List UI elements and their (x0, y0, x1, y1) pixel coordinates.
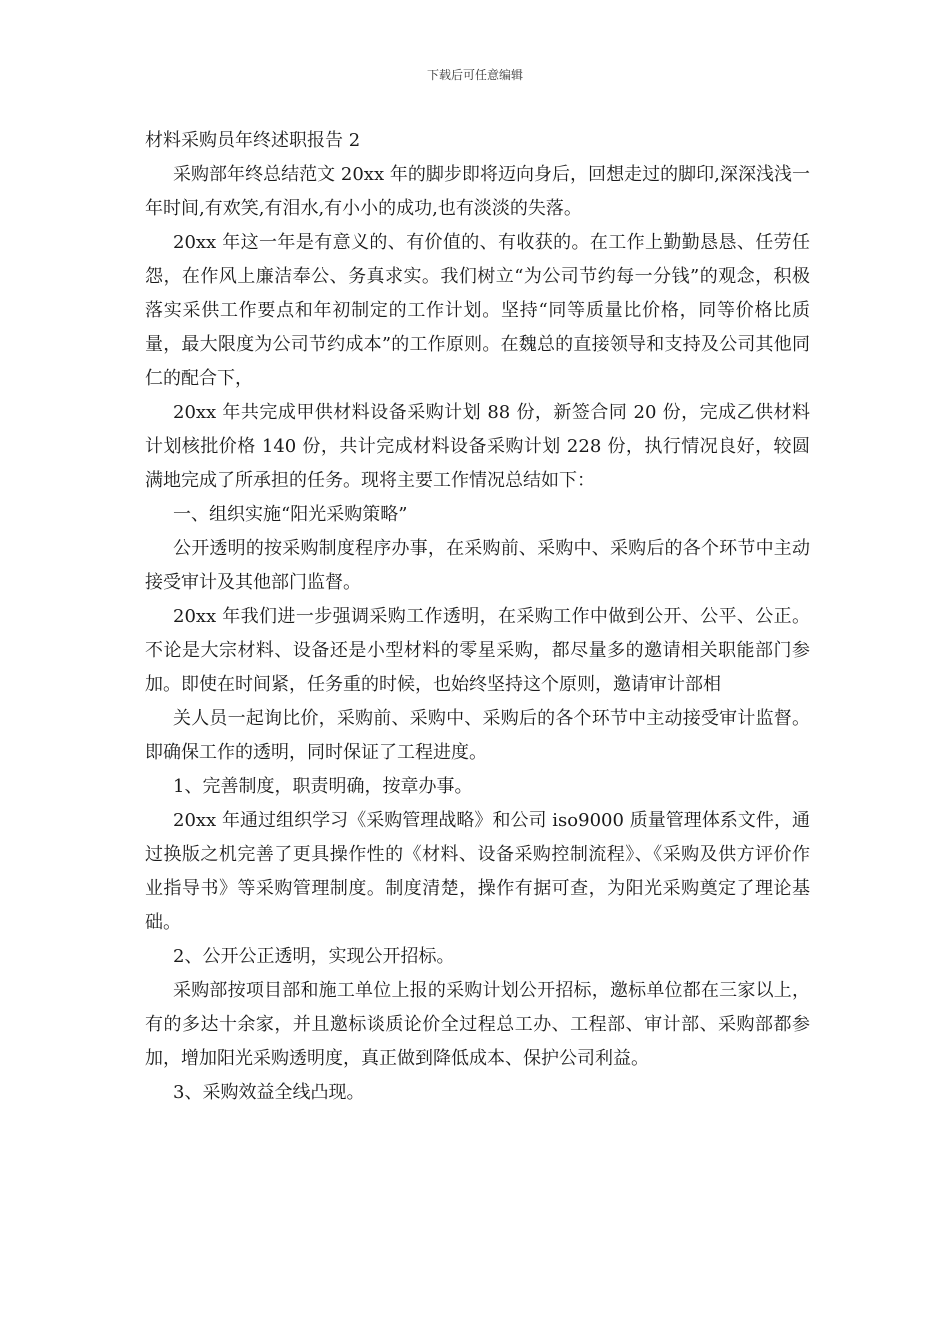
section-heading: 2、公开公正透明，实现公开招标。 (173, 946, 455, 967)
document-title: 材料采购员年终述职报告 2 (145, 130, 361, 151)
section-heading: 3、采购效益全线凸现。 (173, 1082, 365, 1103)
paragraph: 关人员一起询比价，采购前、采购中、采购后的各个环节中主动接受审计监督。即确保工作的透明，同时保证了工程进度。 (145, 708, 810, 763)
paragraph: 20xx 年通过组织学习《采购管理战略》和公司 iso9000 质量管理体系文件，通过换版之机完善了更具操作性的《材料、设备采购控制流程》、《采购及供方评价作业指导书》等采购管理制度。制度清楚，操作有据可查，为阳光采购奠定了理论基础。 (145, 810, 810, 933)
paragraph: 采购部按项目部和施工单位上报的采购计划公开招标，邀标单位都在三家以上，有的多达十余家，并且邀标谈质论价全过程总工办、工程部、审计部、采购部都参加，增加阳光采购透明度，真正做到降低成本、保护公司利益。 (145, 980, 810, 1069)
paragraph: 20xx 年共完成甲供材料设备采购计划 88 份，新签合同 20 份，完成乙供材料计划核批价格 140 份，共计完成材料设备采购计划 228 份，执行情况良好，较圆满地完成了所承担的任务。现将主要工作情况总结如下： (145, 402, 810, 491)
paragraph: 20xx 年我们进一步强调采购工作透明，在采购工作中做到公开、公平、公正。不论是大宗材料、设备还是小型材料的零星采购，都尽量多的邀请相关职能部门参加。即使在时间紧，任务重的时候，也始终坚持这个原则，邀请审计部相 (145, 606, 810, 695)
paragraph: 公开透明的按采购制度程序办事，在采购前、采购中、采购后的各个环节中主动接受审计及其他部门监督。 (145, 538, 810, 593)
paragraph: 20xx 年这一年是有意义的、有价值的、有收获的。在工作上勤勤恳恳、任劳任怨，在作风上廉洁奉公、务真求实。我们树立“为公司节约每一分钱”的观念，积极落实采供工作要点和年初制定的工作计划。坚持“同等质量比价格，同等价格比质量，最大限度为公司节约成本”的工作原则。在魏总的直接领导和支持及公司其他同仁的配合下， (145, 232, 810, 389)
section-heading: 一、组织实施“阳光采购策略” (173, 504, 408, 525)
paragraph: 采购部年终总结范文 20xx 年的脚步即将迈向身后，回想走过的脚印,深深浅浅一年时间,有欢笑,有泪水,有小小的成功,也有淡淡的失落。 (145, 164, 810, 219)
section-heading: 1、完善制度，职责明确，按章办事。 (173, 776, 473, 797)
header-note: 下载后可任意编辑 (426, 68, 523, 82)
document-body (145, 124, 810, 1110)
